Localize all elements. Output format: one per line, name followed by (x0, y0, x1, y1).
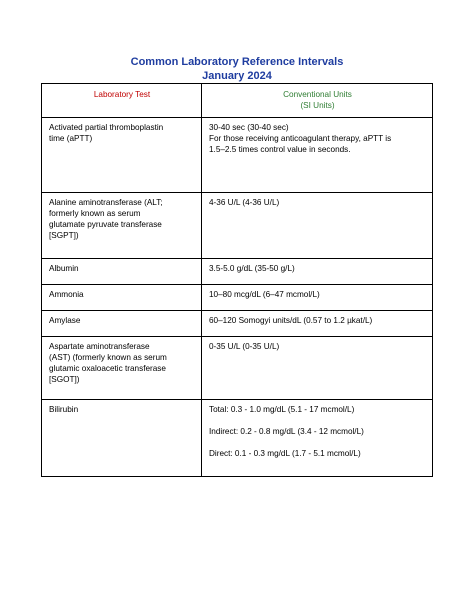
test-cell (42, 337, 202, 400)
test-cell (42, 311, 202, 337)
cell-text: 3.5-5.0 g/dL (35-50 g/L) (209, 264, 295, 273)
value-cell (202, 400, 433, 477)
cell-text: time (aPTT) (49, 134, 93, 143)
cell-text: 0-35 U/L (0-35 U/L) (209, 342, 280, 351)
cell-text: [SGPT]) (49, 231, 79, 240)
cell-text: 30-40 sec (30-40 sec) (209, 123, 289, 132)
test-cell (42, 193, 202, 259)
table-row (42, 118, 433, 193)
header-units (202, 84, 433, 118)
cell-text: Amylase (49, 316, 81, 325)
cell-text: (AST) (formerly known as serum (49, 353, 167, 362)
value-cell (202, 311, 433, 337)
cell-text: Albumin (49, 264, 79, 273)
cell-text: glutamic oxaloacetic transferase (49, 364, 166, 373)
table-row (42, 259, 433, 285)
cell-text: Aspartate aminotransferase (49, 342, 150, 351)
cell-text: 1.5–2.5 times control value in seconds. (209, 145, 351, 154)
test-cell (42, 285, 202, 311)
cell-text: glutamate pyruvate transferase (49, 220, 162, 229)
test-cell (42, 400, 202, 477)
cell-text: 4-36 U/L (4-36 U/L) (209, 198, 280, 207)
table-row (42, 285, 433, 311)
value-cell (202, 118, 433, 193)
table-row (42, 311, 433, 337)
header-laboratory-test: Laboratory Test (42, 84, 202, 118)
header-units-line-1: Conventional Units (283, 90, 352, 99)
table-row (42, 337, 433, 400)
test-cell (42, 118, 202, 193)
table-row (42, 193, 433, 259)
cell-text: formerly known as serum (49, 209, 141, 218)
cell-text: Total: 0.3 - 1.0 mg/dL (5.1 - 17 mcmol/L) (209, 405, 355, 414)
table-header-row (42, 84, 433, 118)
cell-text: Direct: 0.1 - 0.3 mg/dL (1.7 - 5.1 mcmol/L) (209, 449, 361, 458)
value-cell (202, 285, 433, 311)
document-title (0, 55, 474, 83)
cell-text: Indirect: 0.2 - 0.8 mg/dL (3.4 - 12 mcmol/L) (209, 427, 364, 436)
header-units-line-2: (SI Units) (300, 101, 335, 110)
value-cell (202, 337, 433, 400)
title-line-1: Common Laboratory Reference Intervals (130, 56, 344, 68)
test-cell (42, 259, 202, 285)
cell-text: Bilirubin (49, 405, 79, 414)
value-cell (202, 259, 433, 285)
cell-text: For those receiving anticoagulant therapy, aPTT is (209, 134, 392, 143)
cell-text: [SGOT]) (49, 375, 80, 384)
table-row (42, 400, 433, 477)
cell-text: Activated partial thromboplastin (49, 123, 164, 132)
reference-table (41, 83, 433, 477)
cell-text: 10–80 mcg/dL (6–47 mcmol/L) (209, 290, 320, 299)
title-line-2: January 2024 (202, 70, 272, 82)
value-cell (202, 193, 433, 259)
cell-text: Alanine aminotransferase (ALT; (49, 198, 163, 207)
cell-text: Ammonia (49, 290, 84, 299)
cell-text: 60–120 Somogyi units/dL (0.57 to 1.2 µkat/L) (209, 316, 373, 325)
